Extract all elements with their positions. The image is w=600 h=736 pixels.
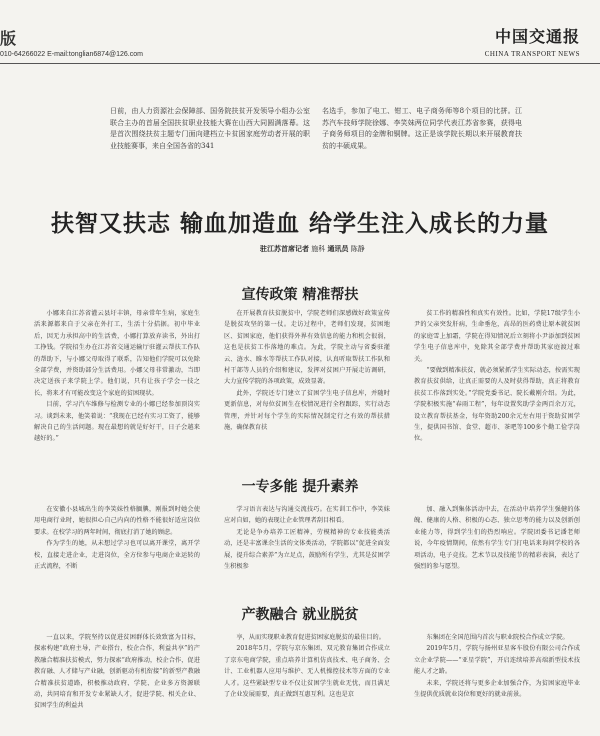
lead-column-1: 日前，由人力资源社会保障部、国务院扶贫开发领导小组办公室联合主办的首届全国扶贫职业技能大赛在山西大同圆满落幕。这是首次围绕扶贫主题专门面向建档立卡贫困家庭劳动者开展的职业技能赛事，来自全国各省的341: [110, 107, 310, 150]
section-3-column-2: [224, 632, 390, 700]
byline: [260, 244, 365, 254]
paragraph: 无论是争办培养工匠精神，劳模精神的专业技能类活动，还是丰富课余生活的文体类活动，学院都以“促进全面发展，提升综合素养”为立足点，鼓励所有学生，尤其是贫困学生积极参: [224, 528, 390, 571]
paragraph: 贫工作的精准性和真实有效性。比如，学院17级学生小尹的父亲突发肝病，生命垂危，高昂的医药费让原本就贫困的家庭雪上加霜，学院在得知情况后立刻将小尹添加到贫困学生电子信息库中，免除其全部学费并帮助其家庭渡过难关。: [414, 310, 580, 363]
paragraph: 2019年5月，学院与扬州亚星客车股份有限公司合作成立企业学院——“亚星学院”，开启连续培养高端新型技术技能人才之路。: [414, 645, 580, 676]
paragraph: 未来，学院还将与更多企业加强合作，为贫困家庭毕业生提供优质就业岗位和更好的就业前景。: [414, 679, 580, 699]
page-section-label: 版: [0, 29, 17, 48]
paragraph: 作为学生的她，从未想过学习也可以离开课堂，离开学校，直接走进企业，走进岗位，全方位参与电商企业运转的正式流程，不断: [34, 540, 200, 571]
lead-column-2: 名选手，参加了电工、钳工、电子商务师等8个项目的比拼。江苏汽车技师学院徐娜、李笑妹两位同学代表江苏省参赛，获得电子商务师项目的金牌和铜牌。这正是该学院长期以来开展教育扶贫的丰硕成果。: [322, 107, 522, 150]
section-1-column-1: [34, 308, 200, 445]
byline-mid: 通讯员: [327, 245, 349, 253]
paragraph: 小娜来自江苏省灌云县圩丰镇，母亲常年生病，家庭生活来源都来自于父亲在外打工，生活十分拮据。初中毕业后，因无力承担高中的生活费，小娜打算放弃读书，外出打工挣钱。学院招生办在江苏省交通运输厅驻灌云帮扶工作队的帮助下，与小娜父母取得了联系，告知他们学院可以免除全部学费，并资助部分生活费用。小娜父母非常激动，当即决定送孩子来学院上学。他们说，只有让孩子学会一技之长，将来才有可能改变这个家庭的贫困现状。: [34, 310, 200, 397]
section-3-column-3: [414, 632, 580, 700]
page-header: [0, 0, 600, 62]
paragraph: 学习语言表达与沟通交流技巧。在实训工作中，李笑妹应对自如，她的表现让企业管理者刮目相看。: [224, 506, 390, 525]
section-1-column-3: [414, 308, 580, 445]
section-2-column-2: [224, 504, 390, 572]
paragraph: 加、融入到集体活动中去，在活动中培养学生强健的体魄、健康的人格、积极的心态、独立思考的能力以及创新创业能力等，得到学生们的热烈响应。学院团委书记潘老师说，今年疫情期间，依然有学生专门打电话来询问学校的各项活动，电子竞技。艺术节以及技能节的精彩表演，表达了强烈的参与愿望。: [414, 506, 580, 571]
paragraph: 目前，学习汽车维修与检测专业的小娜已经参加顶岗实习。谈到未来，他笑着说：“我现在已经有实习工资了，能够解决自己的生活问题。现在最想的就是好好干，日子会越来越好的。”: [34, 401, 200, 443]
lead-paragraph: [110, 106, 530, 172]
masthead-logo-cn: 中国交通报: [494, 27, 580, 46]
section-1-column-2: [224, 308, 390, 433]
byline-name-2: 陈静: [350, 245, 365, 253]
contact-line: 010-64266022 E-mail:tonglian6874@126.com: [0, 51, 143, 58]
paragraph: 东集团在全国范围内首次与职业院校合作成立学院。: [426, 634, 569, 641]
section-title-3: 产教融合 就业脱贫: [241, 607, 359, 623]
masthead: [485, 24, 580, 58]
paragraph: 2018年5月，学院与京东集团、双元教育集团合作成立了京东电商学院，重点培养计算机仿真技术、电子商务、会计、工业机器人应用与维护、无人机操控技术等方面的专业人才。这些紧缺型专业不仅让贫困学生就业无忧，而且满足了企业发展需要，真正做到互惠互利。这也是京: [224, 645, 390, 699]
section-3-column-1: [34, 632, 200, 712]
section-title-2: 一专多能 提升素养: [241, 479, 359, 495]
paragraph: 一直以来，学院坚持以促进贫困群体长效致富为目标，探索构建“政府主导，产业搭台，校企合作，利益共享”的产教融合精准扶贫模式，努力探索“政府推动，校企合作，促进教育融、人才储与产业融，创新驱动有机衔接”的新型产教融合精准扶贫道路，积极推动政府、学院、企业多方资源联动，共同培育和开发专业紧缺人才，促进学院、相关企业、贫困学生的利益共: [34, 634, 200, 710]
header-divider: [0, 63, 600, 64]
section-title-1: 宣传政策 精准帮扶: [241, 287, 359, 303]
section-2-column-1: [34, 504, 200, 572]
paragraph: 享，从而实现职业教育促进贫困家庭脱贫的最佳目的。: [236, 634, 385, 641]
byline-prefix: 驻江苏首席记者: [260, 245, 309, 253]
masthead-logo-en: CHINA TRANSPORT NEWS: [484, 50, 580, 58]
article-headline: 扶智又扶志 输血加造血 给学生注入成长的力量: [50, 211, 549, 237]
paragraph: “要做到精准扶贫，就必须紧抓学生实际动态，按需实现教育扶贫供给，让真正需要的人及时获得帮助，真正将教育扶贫工作落到实处。”学院党委书记、院长戴刚介绍。为此，学院积极实施“春雨工程”，每年设置奖助学金两百余万元，设立教育帮扶基金，每年资助200余元左右用于资助贫困学生，提供国书馆、食堂、超市、茶吧等100多个勤工俭学岗位。: [414, 367, 580, 443]
paragraph: 在安徽小县城出生的李笑妹性格腼腆，刚报到时她会使用电商行业时，她很担心自己内向的性格不能很好适应岗位要求。在校学习的两年时间，彻底打消了她的顾虑。: [34, 506, 200, 536]
byline-name-1: 施科: [311, 245, 326, 253]
paragraph: 在开展教育扶贫脱贫中，学院老师们深感做好政策宣传是脱贫攻坚的第一仗。走访过程中，老师们发现，贫困地区、贫困家庭，他们获得外界有效信息的能力和机会很弱，这也是扶贫工作落地的难点。为此，学院主动与省委驻灌云、涟水、睢水等帮扶工作队对接，认真听取帮扶工作队和村干部等人员的介绍和建议，发挥对贫困户开展走访调研，大力宣传学院的各项政策，成效显著。: [224, 310, 390, 386]
paragraph: 此外，学院还专门建立了贫困学生电子信息库，并随时更新信息，对每位贫困生在校情况进行全程跟踪，实行动态管理，并针对每个学生的实际情况制定行之有效的帮扶措施，确保教育扶: [224, 389, 390, 432]
section-2-column-3: [414, 504, 580, 572]
